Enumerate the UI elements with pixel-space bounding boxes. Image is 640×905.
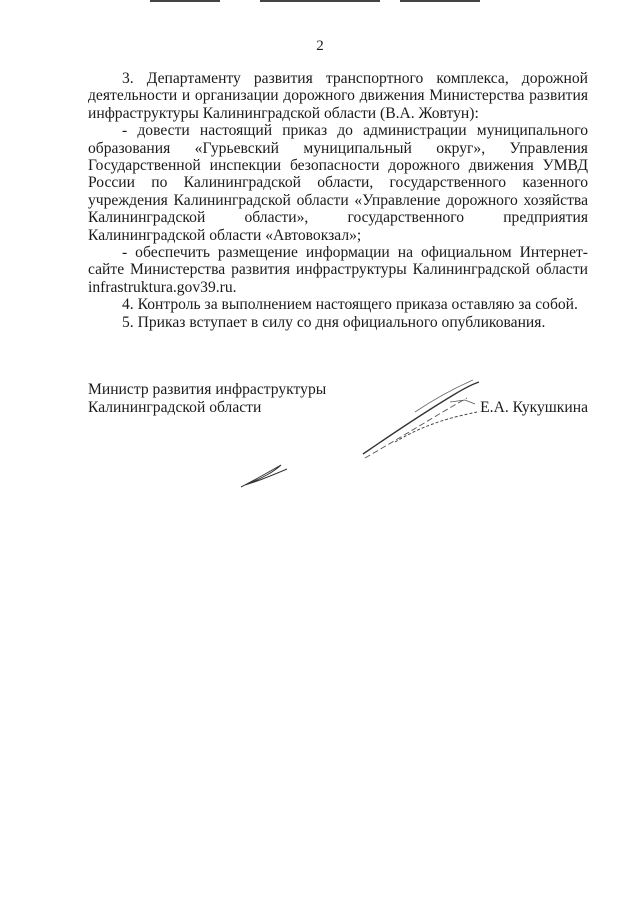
signatory-name: Е.А. Кукушкина	[480, 399, 588, 416]
handwritten-initials	[235, 455, 295, 495]
paragraph-5: 5. Приказ вступает в силу со дня официального опубликования.	[122, 313, 546, 331]
paragraph-3-bullet-2: - обеспечить размещение информации на официальном Интернет-сайте Министерства развития инфраструктуры Калининградской области infrastruktura.gov39.ru.	[88, 244, 588, 296]
paragraph-4: 4. Контроль за выполнением настоящего приказа оставляю за собой.	[122, 296, 578, 314]
document-body	[88, 70, 588, 331]
paragraph-3: 3. Департаменту развития транспортного комплекса, дорожной деятельности и организации дорожного движения Министерства развития инфраструктуры Калининградской области (В.А. Жовтун):	[88, 70, 588, 122]
signatory-title-line-1: Министр развития инфраструктуры	[88, 381, 327, 398]
page-number: 2	[316, 38, 324, 54]
signature-block	[88, 381, 588, 417]
scan-edge-marks	[150, 0, 480, 3]
handwritten-signature	[355, 372, 485, 462]
signatory-title-line-2: Калининградской области	[88, 399, 262, 416]
paragraph-3-bullet-1: - довести настоящий приказ до администрации муниципального образования «Гурьевский муниципальный округ», Управления Государственной инспекции безопасности дорожного движения УМВД России по Калининградской области, государственного казенного учреждения Калининградской области «Управление дорожного хозяйства Калининградской области», государственного предприятия Калининградской области «Автовокзал»;	[88, 122, 588, 244]
